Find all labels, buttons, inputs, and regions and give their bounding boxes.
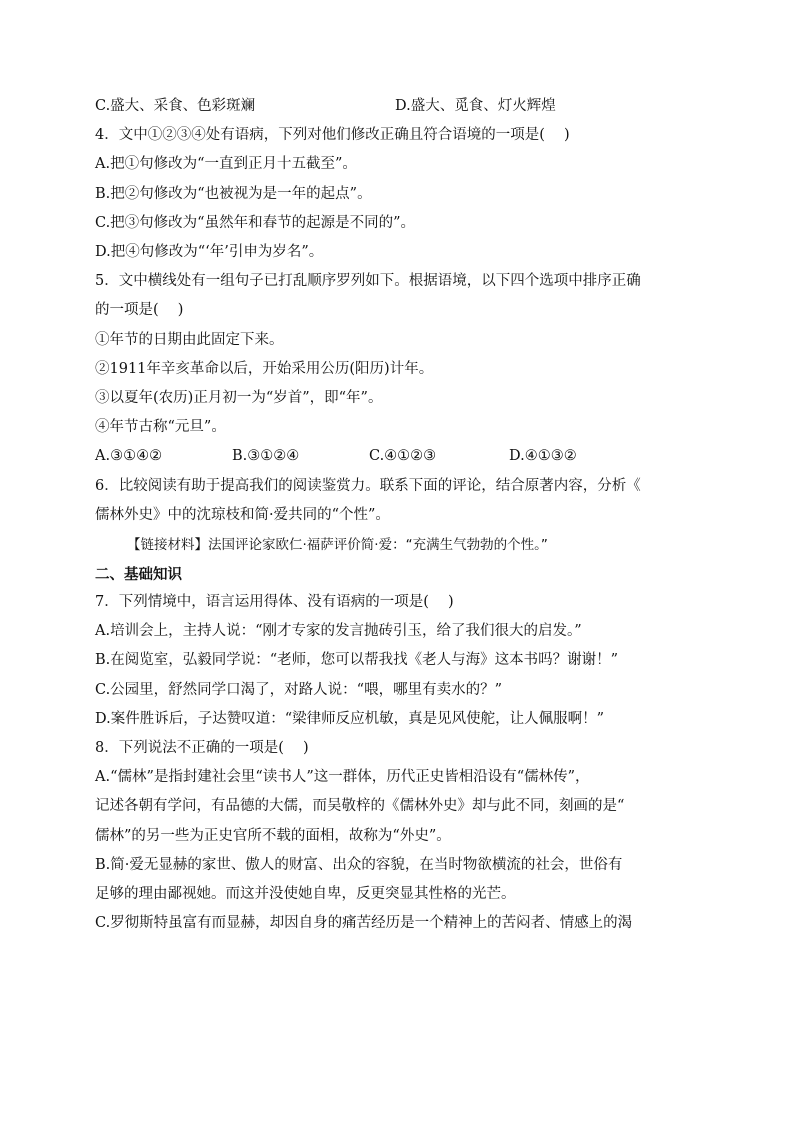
q5-sentence-3: ③以夏年(农历)正月初一为“岁首”，即“年”。 <box>95 390 383 407</box>
q7-option-b: B.在阅览室，弘毅同学说：“老师，您可以帮我找《老人与海》这本书吗？谢谢！” <box>95 652 619 669</box>
q5-stem-line1: 5．文中横线处有一组句子已打乱顺序罗列如下。根据语境，以下四个选项中排序正确 <box>95 273 641 290</box>
q5-option-a: A.③①④② <box>95 448 163 465</box>
q6-stem-line2: 儒林外史》中的沈琼枝和简·爱共同的“个性”。 <box>95 506 390 523</box>
q5-stem-line2: 的一项是( ) <box>95 302 184 319</box>
q7-stem: 7．下列情境中，语言运用得体、没有语病的一项是( ) <box>95 594 454 611</box>
q7-option-a: A.培训会上，主持人说：“刚才专家的发言抛砖引玉，给了我们很大的启发。” <box>95 623 582 640</box>
q7-option-c: C.公园里，舒然同学口渴了，对路人说：“喂，哪里有卖水的？” <box>95 681 503 698</box>
q5-sentence-4: ④年节古称“元旦”。 <box>95 419 226 436</box>
q4-option-b: B.把②句修改为“也被视为是一年的起点”。 <box>95 185 372 202</box>
q5-options <box>95 442 715 471</box>
q4-option-a: A.把①句修改为“一直到正月十五截至”。 <box>95 156 357 173</box>
q8-stem: 8．下列说法不正确的一项是( ) <box>95 740 309 757</box>
exam-page <box>95 92 715 938</box>
q7-option-d: D.案件胜诉后，子达赞叹道：“梁律师反应机敏，真是见风使舵，让人佩服啊！” <box>95 710 605 727</box>
q5-option-b: B.③①②④ <box>232 448 300 465</box>
q6-link-material: 【链接材料】法国评论家欧仁·福萨评价简·爱：“充满生气勃勃的个性。” <box>127 537 548 554</box>
q6-stem-line1: 6．比较阅读有助于提高我们的阅读鉴赏力。联系下面的评论，结合原著内容，分析《 <box>95 477 641 494</box>
q8-option-a-line1: A.“儒林”是指封建社会里“读书人”这一群体，历代正史皆相沿设有“儒林传”， <box>95 769 590 786</box>
q8-option-a-line2: 记述各朝有学问，有品德的大儒，而吴敬梓的《儒林外史》却与此不同，刻画的是“ <box>95 798 625 815</box>
q8-option-a-line3: 儒林”的另一些为正史官所不载的面相，故称为“外史”。 <box>95 827 451 844</box>
q8-option-c-line1: C.罗彻斯特虽富有而显赫，却因自身的痛苦经历是一个精神上的苦闷者、情感上的渴 <box>95 915 633 932</box>
q3-option-d: D.盛大、觅食、灯火辉煌 <box>395 98 556 114</box>
q3-option-c: C.盛大、采食、色彩斑斓 <box>95 98 256 114</box>
q8-option-b-line1: B.简·爱无显赫的家世、傲人的财富、出众的容貌，在当时物欲横流的社会，世俗有 <box>95 856 623 873</box>
q4-option-c: C.把③句修改为“虽然年和春节的起源是不同的”。 <box>95 214 416 231</box>
q8-option-b-line2: 足够的理由鄙视她。而这并没使她自卑，反更突显其性格的光芒。 <box>95 886 516 903</box>
q3-options-cd <box>95 92 715 121</box>
section-heading: 二、基础知识 <box>95 567 182 584</box>
q5-sentence-2: ②1911年辛亥革命以后，开始采用公历(阳历)计年。 <box>95 360 434 377</box>
q5-option-d: D.④①③② <box>509 448 577 465</box>
q5-sentence-1: ①年节的日期由此固定下来。 <box>95 331 284 348</box>
q4-option-d: D.把④句修改为“‘年’引申为岁名”。 <box>95 244 324 261</box>
q5-option-c: C.④①②③ <box>369 448 437 465</box>
q4-stem: 4．文中①②③④处有语病，下列对他们修改正确且符合语境的一项是( ) <box>95 127 570 144</box>
